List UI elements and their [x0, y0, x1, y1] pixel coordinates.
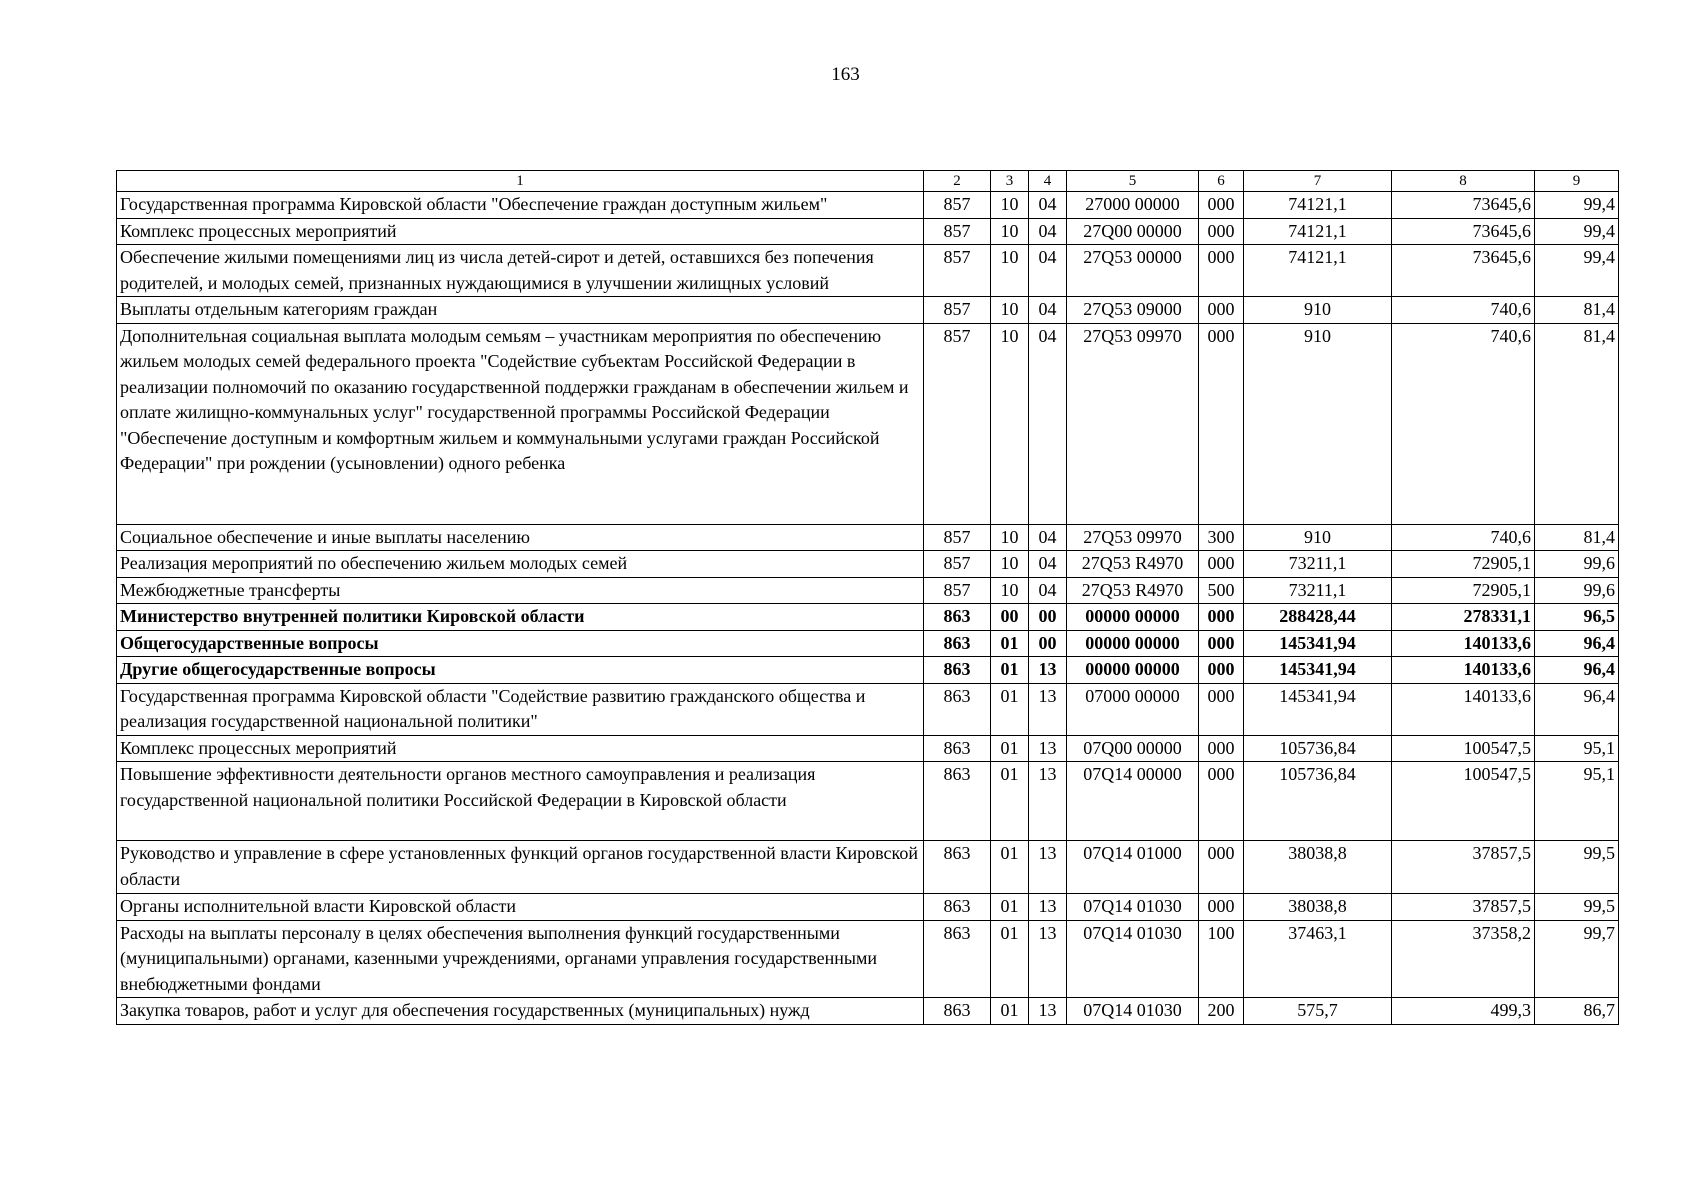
- planned-amount-cell: 105736,84: [1244, 762, 1392, 841]
- section-code-cell: 01: [991, 841, 1029, 894]
- row-name-cell: Министерство внутренней политики Кировской области: [117, 604, 924, 631]
- expense-type-code-cell: 000: [1199, 683, 1244, 735]
- execution-percent-cell: 95,1: [1535, 762, 1619, 841]
- execution-percent-cell: 96,4: [1535, 657, 1619, 684]
- section-code-cell: 10: [991, 218, 1029, 245]
- row-name-cell: Дополнительная социальная выплата молодым семьям – участникам мероприятия по обеспечению жильем молодых семей федерального проекта "Содействие субъектам Российской Федерации в реализации полномочий по оказанию государственной поддержки гражданам в обеспечении жильем и оплате жилищно-коммунальных услуг" государственной программы Российской Федерации "Обеспечение доступным и комфортным жильем и коммунальными услугами граждан Российской Федерации" при рождении (усыновлении) одного ребенка: [117, 323, 924, 524]
- table-row: [117, 192, 1619, 219]
- target-article-code-cell: 07Q14 01030: [1067, 894, 1199, 921]
- expense-type-code-cell: 000: [1199, 735, 1244, 762]
- row-name-cell: Общегосударственные вопросы: [117, 630, 924, 657]
- expense-type-code-cell: 200: [1199, 998, 1244, 1025]
- target-article-code-cell: 27Q53 R4970: [1067, 577, 1199, 604]
- executed-amount-cell: 73645,6: [1392, 192, 1535, 219]
- main-administrator-code-cell: 857: [924, 524, 991, 551]
- subsection-code-cell: 13: [1029, 998, 1067, 1025]
- subsection-code-cell: 04: [1029, 524, 1067, 551]
- executed-amount-cell: 100547,5: [1392, 735, 1535, 762]
- section-code-cell: 01: [991, 630, 1029, 657]
- row-name-cell: Государственная программа Кировской области "Содействие развитию гражданского общества и реализация государственной национальной политики": [117, 683, 924, 735]
- subsection-code-cell: 13: [1029, 657, 1067, 684]
- executed-amount-cell: 740,6: [1392, 323, 1535, 524]
- planned-amount-cell: 74121,1: [1244, 245, 1392, 297]
- execution-percent-cell: 99,5: [1535, 841, 1619, 894]
- header-cell: 8: [1392, 171, 1535, 192]
- expense-type-code-cell: 000: [1199, 630, 1244, 657]
- target-article-code-cell: 07Q14 01030: [1067, 998, 1199, 1025]
- target-article-code-cell: 27000 00000: [1067, 192, 1199, 219]
- planned-amount-cell: 145341,94: [1244, 657, 1392, 684]
- row-name-cell: Обеспечение жилыми помещениями лиц из числа детей-сирот и детей, оставшихся без попечения родителей, и молодых семей, признанных нуждающимися в улучшении жилищных условий: [117, 245, 924, 297]
- table-row: [117, 762, 1619, 841]
- table-row: [117, 218, 1619, 245]
- section-code-cell: 10: [991, 245, 1029, 297]
- section-code-cell: 10: [991, 577, 1029, 604]
- main-administrator-code-cell: 857: [924, 218, 991, 245]
- row-name-cell: Руководство и управление в сфере установленных функций органов государственной власти Кировской области: [117, 841, 924, 894]
- table-row: [117, 841, 1619, 894]
- subsection-code-cell: 13: [1029, 683, 1067, 735]
- executed-amount-cell: 73645,6: [1392, 245, 1535, 297]
- header-cell: 5: [1067, 171, 1199, 192]
- main-administrator-code-cell: 863: [924, 630, 991, 657]
- planned-amount-cell: 73211,1: [1244, 551, 1392, 578]
- table-row: [117, 245, 1619, 297]
- section-code-cell: 01: [991, 920, 1029, 998]
- expense-type-code-cell: 300: [1199, 524, 1244, 551]
- section-code-cell: 01: [991, 762, 1029, 841]
- header-cell: 7: [1244, 171, 1392, 192]
- main-administrator-code-cell: 863: [924, 920, 991, 998]
- executed-amount-cell: 740,6: [1392, 524, 1535, 551]
- target-article-code-cell: 00000 00000: [1067, 630, 1199, 657]
- planned-amount-cell: 910: [1244, 323, 1392, 524]
- execution-percent-cell: 96,5: [1535, 604, 1619, 631]
- row-name-cell: Государственная программа Кировской области "Обеспечение граждан доступным жильем": [117, 192, 924, 219]
- section-code-cell: 01: [991, 683, 1029, 735]
- planned-amount-cell: 37463,1: [1244, 920, 1392, 998]
- row-name-cell: Реализация мероприятий по обеспечению жильем молодых семей: [117, 551, 924, 578]
- table-row: [117, 551, 1619, 578]
- main-administrator-code-cell: 863: [924, 604, 991, 631]
- section-code-cell: 00: [991, 604, 1029, 631]
- table-row: [117, 630, 1619, 657]
- section-code-cell: 10: [991, 297, 1029, 324]
- section-code-cell: 10: [991, 524, 1029, 551]
- subsection-code-cell: 13: [1029, 894, 1067, 921]
- row-name-cell: Другие общегосударственные вопросы: [117, 657, 924, 684]
- subsection-code-cell: 00: [1029, 604, 1067, 631]
- subsection-code-cell: 04: [1029, 245, 1067, 297]
- target-article-code-cell: 27Q53 09000: [1067, 297, 1199, 324]
- planned-amount-cell: 145341,94: [1244, 630, 1392, 657]
- target-article-code-cell: 27Q53 09970: [1067, 323, 1199, 524]
- planned-amount-cell: 910: [1244, 297, 1392, 324]
- planned-amount-cell: 74121,1: [1244, 218, 1392, 245]
- row-name-cell: Расходы на выплаты персоналу в целях обеспечения выполнения функций государственными (муниципальными) органами, казенными учреждениями, органами управления государственными внебюджетными фондами: [117, 920, 924, 998]
- execution-percent-cell: 96,4: [1535, 683, 1619, 735]
- main-administrator-code-cell: 863: [924, 735, 991, 762]
- section-code-cell: 10: [991, 551, 1029, 578]
- table-row: [117, 683, 1619, 735]
- table-row: [117, 735, 1619, 762]
- expense-type-code-cell: 000: [1199, 245, 1244, 297]
- subsection-code-cell: 00: [1029, 630, 1067, 657]
- execution-percent-cell: 99,5: [1535, 894, 1619, 921]
- table-row: [117, 604, 1619, 631]
- executed-amount-cell: 140133,6: [1392, 630, 1535, 657]
- main-administrator-code-cell: 863: [924, 894, 991, 921]
- target-article-code-cell: 00000 00000: [1067, 657, 1199, 684]
- executed-amount-cell: 278331,1: [1392, 604, 1535, 631]
- execution-percent-cell: 99,6: [1535, 577, 1619, 604]
- section-code-cell: 01: [991, 998, 1029, 1025]
- main-administrator-code-cell: 863: [924, 998, 991, 1025]
- subsection-code-cell: 13: [1029, 735, 1067, 762]
- executed-amount-cell: 100547,5: [1392, 762, 1535, 841]
- header-cell: 9: [1535, 171, 1619, 192]
- execution-percent-cell: 95,1: [1535, 735, 1619, 762]
- table-row: [117, 577, 1619, 604]
- table-row: [117, 297, 1619, 324]
- section-code-cell: 01: [991, 735, 1029, 762]
- expense-type-code-cell: 500: [1199, 577, 1244, 604]
- planned-amount-cell: 910: [1244, 524, 1392, 551]
- executed-amount-cell: 72905,1: [1392, 577, 1535, 604]
- executed-amount-cell: 499,3: [1392, 998, 1535, 1025]
- header-cell: 4: [1029, 171, 1067, 192]
- subsection-code-cell: 13: [1029, 920, 1067, 998]
- target-article-code-cell: 07Q14 01030: [1067, 920, 1199, 998]
- execution-percent-cell: 99,6: [1535, 551, 1619, 578]
- execution-percent-cell: 81,4: [1535, 323, 1619, 524]
- header-cell: 2: [924, 171, 991, 192]
- target-article-code-cell: 27Q53 00000: [1067, 245, 1199, 297]
- target-article-code-cell: 00000 00000: [1067, 604, 1199, 631]
- header-cell: 3: [991, 171, 1029, 192]
- subsection-code-cell: 04: [1029, 218, 1067, 245]
- planned-amount-cell: 73211,1: [1244, 577, 1392, 604]
- row-name-cell: Комплекс процессных мероприятий: [117, 735, 924, 762]
- executed-amount-cell: 140133,6: [1392, 683, 1535, 735]
- expense-type-code-cell: 000: [1199, 841, 1244, 894]
- table-row: [117, 920, 1619, 998]
- expense-type-code-cell: 000: [1199, 657, 1244, 684]
- target-article-code-cell: 07Q00 00000: [1067, 735, 1199, 762]
- executed-amount-cell: 740,6: [1392, 297, 1535, 324]
- target-article-code-cell: 07Q14 01000: [1067, 841, 1199, 894]
- target-article-code-cell: 27Q00 00000: [1067, 218, 1199, 245]
- planned-amount-cell: 74121,1: [1244, 192, 1392, 219]
- column-number-header-row: [117, 171, 1619, 192]
- executed-amount-cell: 37358,2: [1392, 920, 1535, 998]
- execution-percent-cell: 99,4: [1535, 218, 1619, 245]
- expense-type-code-cell: 000: [1199, 323, 1244, 524]
- target-article-code-cell: 07000 00000: [1067, 683, 1199, 735]
- executed-amount-cell: 37857,5: [1392, 894, 1535, 921]
- header-cell: 6: [1199, 171, 1244, 192]
- row-name-cell: Органы исполнительной власти Кировской области: [117, 894, 924, 921]
- expense-type-code-cell: 000: [1199, 218, 1244, 245]
- planned-amount-cell: 288428,44: [1244, 604, 1392, 631]
- table-row: [117, 323, 1619, 524]
- row-name-cell: Межбюджетные трансферты: [117, 577, 924, 604]
- expense-type-code-cell: 000: [1199, 192, 1244, 219]
- execution-percent-cell: 81,4: [1535, 524, 1619, 551]
- planned-amount-cell: 575,7: [1244, 998, 1392, 1025]
- execution-percent-cell: 81,4: [1535, 297, 1619, 324]
- executed-amount-cell: 73645,6: [1392, 218, 1535, 245]
- table-row: [117, 524, 1619, 551]
- section-code-cell: 01: [991, 894, 1029, 921]
- expense-type-code-cell: 000: [1199, 762, 1244, 841]
- main-administrator-code-cell: 863: [924, 683, 991, 735]
- subsection-code-cell: 04: [1029, 323, 1067, 524]
- planned-amount-cell: 38038,8: [1244, 841, 1392, 894]
- main-administrator-code-cell: 857: [924, 577, 991, 604]
- expense-type-code-cell: 000: [1199, 551, 1244, 578]
- page-number: 163: [831, 64, 860, 85]
- target-article-code-cell: 07Q14 00000: [1067, 762, 1199, 841]
- main-administrator-code-cell: 857: [924, 323, 991, 524]
- main-administrator-code-cell: 863: [924, 762, 991, 841]
- section-code-cell: 10: [991, 323, 1029, 524]
- main-administrator-code-cell: 863: [924, 657, 991, 684]
- section-code-cell: 01: [991, 657, 1029, 684]
- target-article-code-cell: 27Q53 09970: [1067, 524, 1199, 551]
- main-administrator-code-cell: 857: [924, 245, 991, 297]
- target-article-code-cell: 27Q53 R4970: [1067, 551, 1199, 578]
- expense-type-code-cell: 100: [1199, 920, 1244, 998]
- main-administrator-code-cell: 857: [924, 297, 991, 324]
- executed-amount-cell: 37857,5: [1392, 841, 1535, 894]
- header-cell: 1: [117, 171, 924, 192]
- expense-type-code-cell: 000: [1199, 894, 1244, 921]
- row-name-cell: Повышение эффективности деятельности органов местного самоуправления и реализация государственной национальной политики Российской Федерации в Кировской области: [117, 762, 924, 841]
- subsection-code-cell: 13: [1029, 762, 1067, 841]
- table-row: [117, 657, 1619, 684]
- main-administrator-code-cell: 857: [924, 192, 991, 219]
- subsection-code-cell: 04: [1029, 192, 1067, 219]
- execution-percent-cell: 96,4: [1535, 630, 1619, 657]
- row-name-cell: Комплекс процессных мероприятий: [117, 218, 924, 245]
- planned-amount-cell: 38038,8: [1244, 894, 1392, 921]
- row-name-cell: Социальное обеспечение и иные выплаты населению: [117, 524, 924, 551]
- section-code-cell: 10: [991, 192, 1029, 219]
- budget-table: [116, 170, 1619, 1025]
- row-name-cell: Закупка товаров, работ и услуг для обеспечения государственных (муниципальных) нужд: [117, 998, 924, 1025]
- table-row: [117, 894, 1619, 921]
- expense-type-code-cell: 000: [1199, 604, 1244, 631]
- row-name-cell: Выплаты отдельным категориям граждан: [117, 297, 924, 324]
- execution-percent-cell: 86,7: [1535, 998, 1619, 1025]
- subsection-code-cell: 04: [1029, 577, 1067, 604]
- subsection-code-cell: 13: [1029, 841, 1067, 894]
- table-row: [117, 998, 1619, 1025]
- main-administrator-code-cell: 857: [924, 551, 991, 578]
- execution-percent-cell: 99,4: [1535, 245, 1619, 297]
- execution-percent-cell: 99,4: [1535, 192, 1619, 219]
- expense-type-code-cell: 000: [1199, 297, 1244, 324]
- main-administrator-code-cell: 863: [924, 841, 991, 894]
- executed-amount-cell: 72905,1: [1392, 551, 1535, 578]
- execution-percent-cell: 99,7: [1535, 920, 1619, 998]
- executed-amount-cell: 140133,6: [1392, 657, 1535, 684]
- subsection-code-cell: 04: [1029, 551, 1067, 578]
- planned-amount-cell: 105736,84: [1244, 735, 1392, 762]
- planned-amount-cell: 145341,94: [1244, 683, 1392, 735]
- subsection-code-cell: 04: [1029, 297, 1067, 324]
